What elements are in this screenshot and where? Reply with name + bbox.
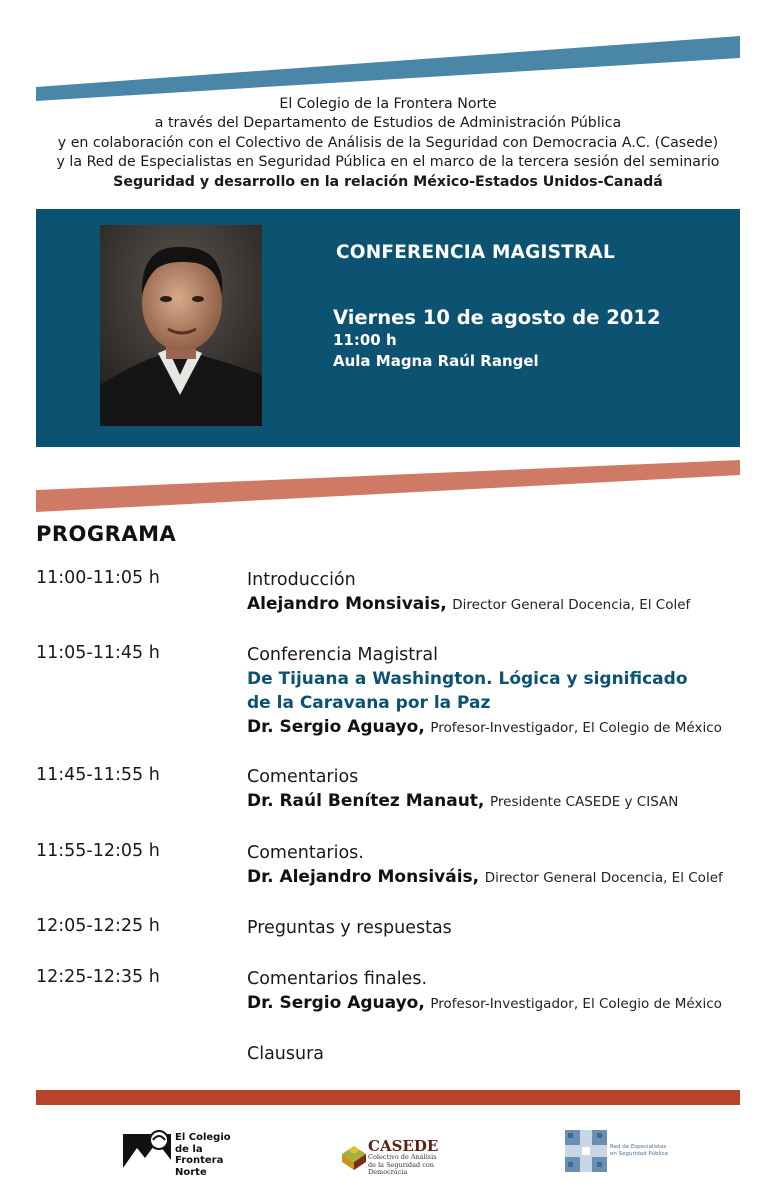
colef-line-2: de la Frontera bbox=[175, 1143, 224, 1166]
colef-emblem-icon bbox=[123, 1130, 171, 1168]
talk-title-line-2: de la Caravana por la Paz bbox=[247, 693, 491, 713]
red-line-2: en Seguridad Pública bbox=[610, 1151, 669, 1157]
middle-stripe bbox=[0, 455, 776, 515]
event-header bbox=[0, 95, 776, 192]
speaker-photo bbox=[100, 225, 262, 426]
row-affiliation: Profesor-Investigador, El Colegio de México bbox=[430, 720, 722, 736]
row-time: 11:55-12:05 h bbox=[36, 841, 160, 861]
casede-logo bbox=[340, 1137, 470, 1176]
row-speaker: Dr. Raúl Benítez Manaut, bbox=[247, 791, 485, 811]
row-topic: Comentarios finales. bbox=[247, 969, 428, 989]
row-time: 11:45-11:55 h bbox=[36, 765, 160, 785]
colef-logo bbox=[123, 1130, 243, 1178]
banner-title: CONFERENCIA MAGISTRAL bbox=[336, 242, 615, 263]
colef-line-1: El Colegio bbox=[175, 1132, 231, 1143]
closing-label: Clausura bbox=[247, 1044, 325, 1064]
row-time: 11:00-11:05 h bbox=[36, 568, 160, 588]
row-time: 12:25-12:35 h bbox=[36, 967, 160, 987]
row-affiliation: Presidente CASEDE y CISAN bbox=[489, 794, 679, 810]
event-time: 11:00 h bbox=[333, 331, 397, 349]
row-topic: Preguntas y respuestas bbox=[247, 918, 452, 938]
event-date: Viernes 10 de agosto de 2012 bbox=[333, 306, 661, 329]
row-affiliation: Profesor-Investigador, El Colegio de México bbox=[430, 996, 722, 1012]
red-line-1: Red de Especialistas bbox=[610, 1144, 667, 1150]
row-topic: Conferencia Magistral bbox=[247, 645, 438, 665]
row-speaker: Dr. Sergio Aguayo, bbox=[247, 717, 425, 737]
header-line-4: y la Red de Especialistas en Seguridad Pública en el marco de la tercera sesión del seminario bbox=[56, 154, 720, 171]
header-line-2: a través del Departamento de Estudios de Administración Pública bbox=[154, 115, 622, 132]
casede-name: CASEDE bbox=[368, 1137, 439, 1155]
row-affiliation: Director General Docencia, El Colef bbox=[452, 597, 691, 613]
row-topic: Comentarios bbox=[247, 767, 359, 787]
row-time: 11:05-11:45 h bbox=[36, 643, 160, 663]
event-venue: Aula Magna Raúl Rangel bbox=[333, 352, 539, 370]
row-speaker: Dr. Alejandro Monsiváis, bbox=[247, 867, 480, 887]
top-stripe bbox=[0, 0, 776, 110]
row-speaker: Dr. Sergio Aguayo, bbox=[247, 993, 425, 1013]
casede-subtitle-2: de la Seguridad con Democracia bbox=[368, 1160, 434, 1176]
header-line-1: El Colegio de la Frontera Norte bbox=[279, 96, 497, 112]
casede-subtitle-1: Colectivo de Análisis bbox=[368, 1153, 437, 1161]
row-speaker: Alejandro Monsivais, bbox=[247, 594, 447, 614]
colef-line-3: Norte bbox=[175, 1166, 207, 1178]
conference-banner bbox=[36, 209, 740, 447]
row-affiliation: Director General Docencia, El Colef bbox=[484, 870, 723, 886]
bottom-stripe bbox=[36, 1090, 740, 1105]
talk-title-line-1: De Tijuana a Washington. Lógica y significado bbox=[247, 669, 688, 689]
red-grid-icon bbox=[565, 1130, 607, 1172]
program-title: PROGRAMA bbox=[36, 522, 177, 546]
row-topic: Comentarios. bbox=[247, 843, 364, 863]
seminar-title: Seguridad y desarrollo en la relación México-Estados Unidos-Canadá bbox=[113, 173, 663, 190]
red-especialistas-logo bbox=[565, 1130, 675, 1172]
row-time: 12:05-12:25 h bbox=[36, 916, 160, 936]
row-topic: Introducción bbox=[247, 570, 356, 590]
casede-emblem-icon bbox=[340, 1140, 368, 1170]
header-line-3: y en colaboración con el Colectivo de Análisis de la Seguridad con Democracia A.C. (Casede) bbox=[57, 134, 719, 151]
